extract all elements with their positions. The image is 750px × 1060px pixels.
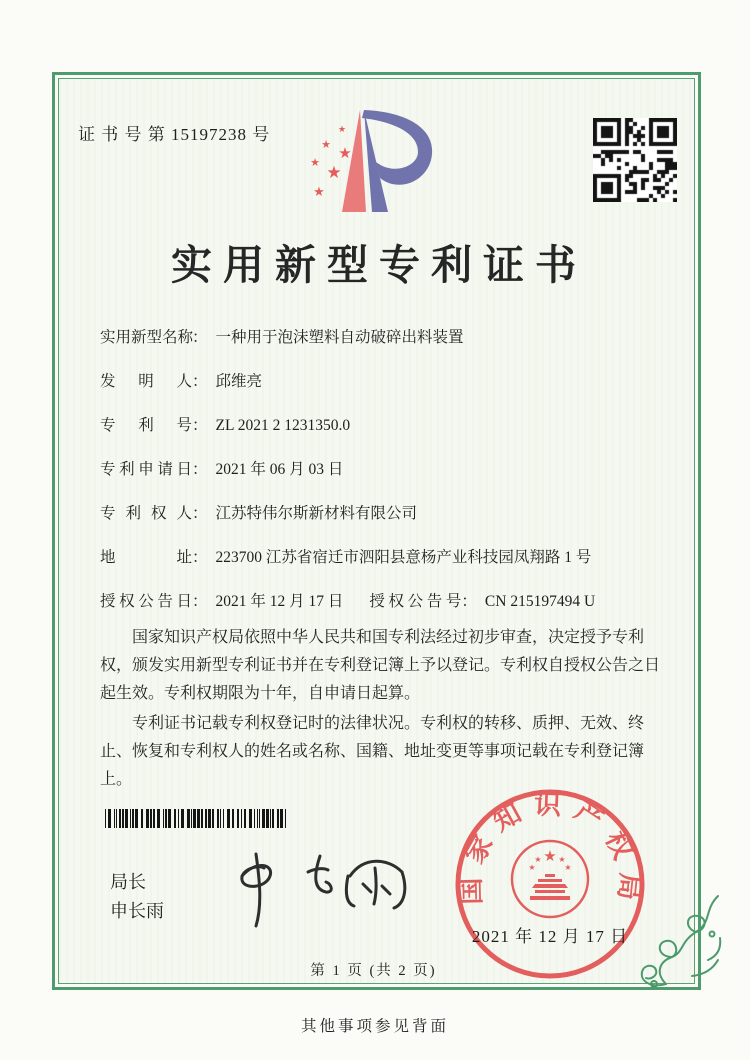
svg-text:★: ★ bbox=[543, 847, 557, 865]
paragraph: 国家知识产权局依照中华人民共和国专利法经过初步审查，决定授予专利权，颁发实用新型专利证书并在专利登记簿上予以登记。专利权自授权公告之日起生效。专利权期限为十年，自申请日起算。 bbox=[100, 629, 661, 702]
field-label: 专利申请日 bbox=[100, 461, 192, 478]
field-row bbox=[100, 459, 675, 481]
svg-text:★: ★ bbox=[528, 863, 536, 872]
barcode-bar bbox=[116, 809, 117, 828]
logo-p-stem bbox=[364, 110, 388, 212]
field-colon: ： bbox=[192, 461, 208, 478]
barcode-bar bbox=[150, 809, 152, 828]
signature bbox=[212, 842, 422, 937]
barcode-bar bbox=[135, 809, 138, 828]
field-row bbox=[100, 415, 675, 437]
star-icon: ★ bbox=[338, 144, 352, 162]
barcode-bar bbox=[114, 809, 115, 828]
barcode-bar bbox=[237, 809, 239, 828]
barcode-bar bbox=[108, 809, 111, 828]
barcode-bar bbox=[125, 809, 128, 828]
star-icon: ★ bbox=[326, 163, 342, 183]
barcode-bar bbox=[193, 809, 196, 828]
signer-block bbox=[110, 868, 164, 926]
field-colon: ： bbox=[461, 593, 477, 610]
barcode-bar bbox=[232, 809, 234, 828]
barcode-bar bbox=[174, 809, 176, 828]
barcode-bar bbox=[141, 809, 143, 828]
field-label: 专利权人 bbox=[100, 505, 192, 522]
barcode-bar bbox=[241, 809, 242, 828]
field-label: 发明人 bbox=[100, 373, 192, 390]
barcode-bar bbox=[249, 809, 252, 828]
barcode-bar bbox=[197, 809, 200, 828]
barcode-bar bbox=[130, 809, 131, 828]
barcode-bar bbox=[122, 809, 124, 828]
back-note: 其他事项参见背面 bbox=[300, 1018, 449, 1035]
field-colon: ： bbox=[192, 417, 208, 434]
star-icon: ★ bbox=[313, 185, 325, 200]
barcode-bar bbox=[163, 809, 164, 828]
star-icon: ★ bbox=[310, 156, 320, 169]
field-value: 2021 年 12 月 17 日 bbox=[215, 593, 344, 610]
barcode-bar bbox=[259, 809, 260, 828]
barcode-bar bbox=[181, 809, 184, 828]
svg-text:★: ★ bbox=[558, 855, 566, 864]
qr-code bbox=[593, 118, 677, 202]
barcode-bar bbox=[191, 809, 192, 828]
barcode-bar bbox=[254, 809, 255, 828]
barcode-bar bbox=[262, 809, 265, 828]
body-paragraphs bbox=[100, 624, 666, 796]
field-label: 授权公告号 bbox=[369, 593, 462, 610]
certificate-number: 证 书 号 第 15197238 号 bbox=[78, 125, 271, 144]
barcode-bar bbox=[285, 809, 286, 828]
field-label: 授权公告日 bbox=[100, 593, 192, 610]
barcode-bar bbox=[270, 809, 271, 828]
field-row bbox=[100, 547, 675, 569]
field-colon: ： bbox=[192, 329, 208, 346]
star-icon: ★ bbox=[321, 138, 331, 151]
barcode-bar bbox=[165, 809, 167, 828]
barcode-bar bbox=[119, 809, 121, 828]
barcode-bar bbox=[178, 809, 179, 828]
field-value: CN 215197494 U bbox=[484, 593, 596, 610]
barcode-bar bbox=[208, 809, 211, 828]
barcode bbox=[105, 809, 295, 828]
field-colon: ： bbox=[192, 549, 208, 566]
field-label: 地址 bbox=[100, 549, 192, 566]
barcode-bar bbox=[105, 809, 106, 828]
page-number: 第 1 页 (共 2 页) bbox=[310, 963, 437, 979]
field-colon: ： bbox=[192, 505, 208, 522]
barcode-bar bbox=[205, 809, 207, 828]
field-row bbox=[100, 591, 675, 613]
barcode-bar bbox=[223, 809, 224, 828]
field-value: ZL 2021 2 1231350.0 bbox=[215, 417, 351, 434]
barcode-bar bbox=[217, 809, 219, 828]
field-value: 江苏特伟尔斯新材料有限公司 bbox=[215, 505, 418, 522]
star-icon: ★ bbox=[337, 125, 347, 135]
barcode-bar bbox=[157, 809, 160, 828]
barcode-bar bbox=[201, 809, 203, 828]
svg-text:★: ★ bbox=[534, 855, 542, 864]
barcode-bar bbox=[220, 809, 221, 828]
fields bbox=[100, 327, 675, 635]
field-row bbox=[100, 503, 675, 525]
paragraph: 专利证书记载专利权登记时的法律状况。专利权的转移、质押、无效、终止、恢复和专利权人的姓名或名称、国籍、地址变更等事项记载在专利登记簿上。 bbox=[100, 715, 645, 788]
barcode-bar bbox=[227, 809, 230, 828]
signer-name: 申长雨 bbox=[110, 901, 164, 921]
barcode-bar bbox=[168, 809, 171, 828]
certificate-title: 实用新型专利证书 bbox=[171, 242, 587, 288]
barcode-bar bbox=[272, 809, 274, 828]
field-value: 2021 年 06 月 03 日 bbox=[215, 461, 344, 478]
cnipa-logo bbox=[298, 104, 458, 219]
national-emblem bbox=[512, 841, 588, 917]
field-row bbox=[100, 327, 675, 349]
barcode-bar bbox=[146, 809, 149, 828]
field-value: 223700 江苏省宿迁市泗阳县意杨产业科技园凤翔路 1 号 bbox=[215, 549, 592, 566]
field-label: 实用新型名称 bbox=[100, 329, 194, 346]
signer-title: 局长 bbox=[110, 872, 146, 892]
barcode-bar bbox=[153, 809, 155, 828]
barcode-bar bbox=[212, 809, 214, 828]
barcode-bar bbox=[280, 809, 283, 828]
barcode-bar bbox=[277, 809, 279, 828]
barcode-bar bbox=[187, 809, 190, 828]
field-value: 一种用于泡沫塑料自动破碎出料装置 bbox=[215, 329, 464, 346]
svg-text:★: ★ bbox=[564, 863, 572, 872]
barcode-bar bbox=[257, 809, 258, 828]
barcode-bar bbox=[266, 809, 269, 828]
seal-date: 2021 年 12 月 17 日 bbox=[471, 927, 629, 946]
field-value: 邱维亮 bbox=[215, 373, 263, 390]
field-colon: ： bbox=[192, 593, 208, 610]
field-label: 专利号 bbox=[100, 417, 192, 434]
field-colon: ： bbox=[192, 373, 208, 390]
seal-text: 国家知识产权局 bbox=[455, 789, 646, 913]
barcode-bar bbox=[244, 809, 246, 828]
field-row bbox=[100, 371, 675, 393]
barcode-bar bbox=[132, 809, 134, 828]
